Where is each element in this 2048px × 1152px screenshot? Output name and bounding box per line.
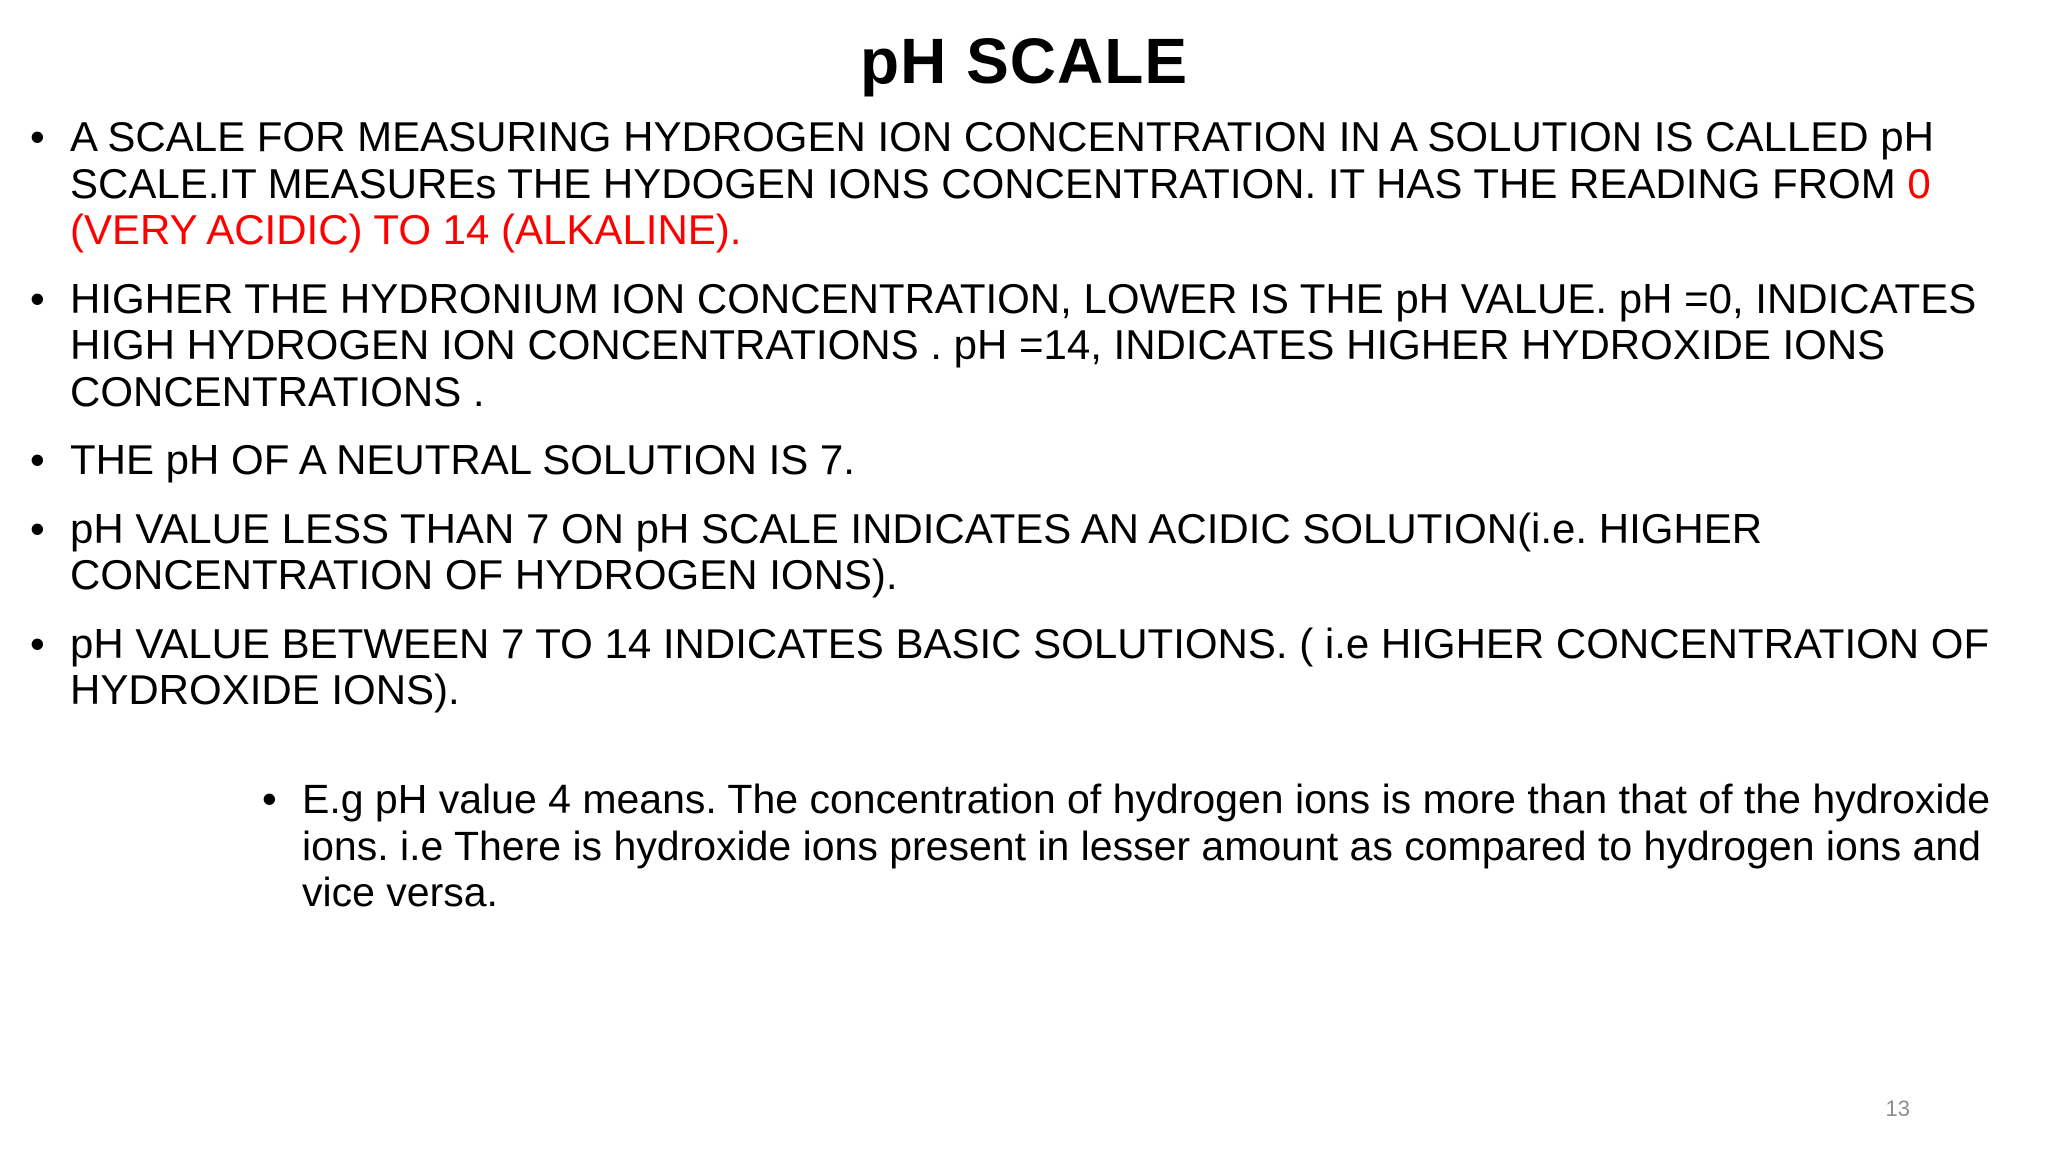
bullet-icon: • — [30, 113, 45, 160]
bullet-text: A SCALE FOR MEASURING HYDROGEN ION CONCENTRATION IN A SOLUTION IS CALLED pH SCALE.IT MEASUREs THE HYDOGEN IONS CONCENTRATION. IT HAS THE READING FROM — [70, 113, 1934, 207]
sub-bullet-list — [262, 776, 2002, 916]
bullet-list — [30, 114, 2040, 736]
bullet-item-acidic-solution — [30, 506, 2040, 599]
sub-bullet-item-example — [262, 776, 2002, 916]
bullet-icon: • — [30, 436, 45, 483]
bullet-icon: • — [30, 504, 45, 552]
bullet-item-basic-solution — [30, 621, 2040, 714]
bullet-text: pH VALUE BETWEEN 7 TO 14 INDICATES BASIC SOLUTIONS. ( i.e HIGHER CONCENTRATION OF HYDROXIDE IONS). — [70, 619, 1990, 713]
bullet-item-ph-scale-definition — [30, 114, 2040, 254]
bullet-text: THE pH OF A NEUTRAL SOLUTION IS 7. — [70, 436, 855, 483]
bullet-icon: • — [30, 619, 45, 667]
bullet-text: pH VALUE LESS THAN 7 ON pH SCALE INDICATES AN ACIDIC SOLUTION(i.e. HIGHER CONCENTRATION OF HYDROGEN IONS). — [70, 504, 1763, 598]
bullet-icon: • — [262, 775, 277, 822]
bullet-text: HIGHER THE HYDRONIUM ION CONCENTRATION, LOWER IS THE pH VALUE. pH =0, INDICATES HIGH HYDROGEN ION CONCENTRATIONS . pH =14, INDICATES HIGHER HYDROXIDE IONS CONCENTRATIONS . — [70, 274, 1977, 415]
bullet-item-neutral-solution — [30, 437, 2040, 484]
bullet-icon: • — [30, 274, 45, 322]
sub-bullet-text: E.g pH value 4 means. The concentration of hydrogen ions is more than that of the hydroxide ions. i.e There is hydroxide ions present in lesser amount as compared to hydrogen ions and vice versa. — [302, 776, 1991, 915]
page-number: 13 — [1885, 1096, 1910, 1121]
slide-title: pH SCALE — [860, 25, 1188, 97]
bullet-item-hydronium-concentration — [30, 276, 2040, 416]
bullet-highlight-text: 0 (VERY ACIDIC) TO 14 (ALKALINE). — [70, 159, 1931, 253]
